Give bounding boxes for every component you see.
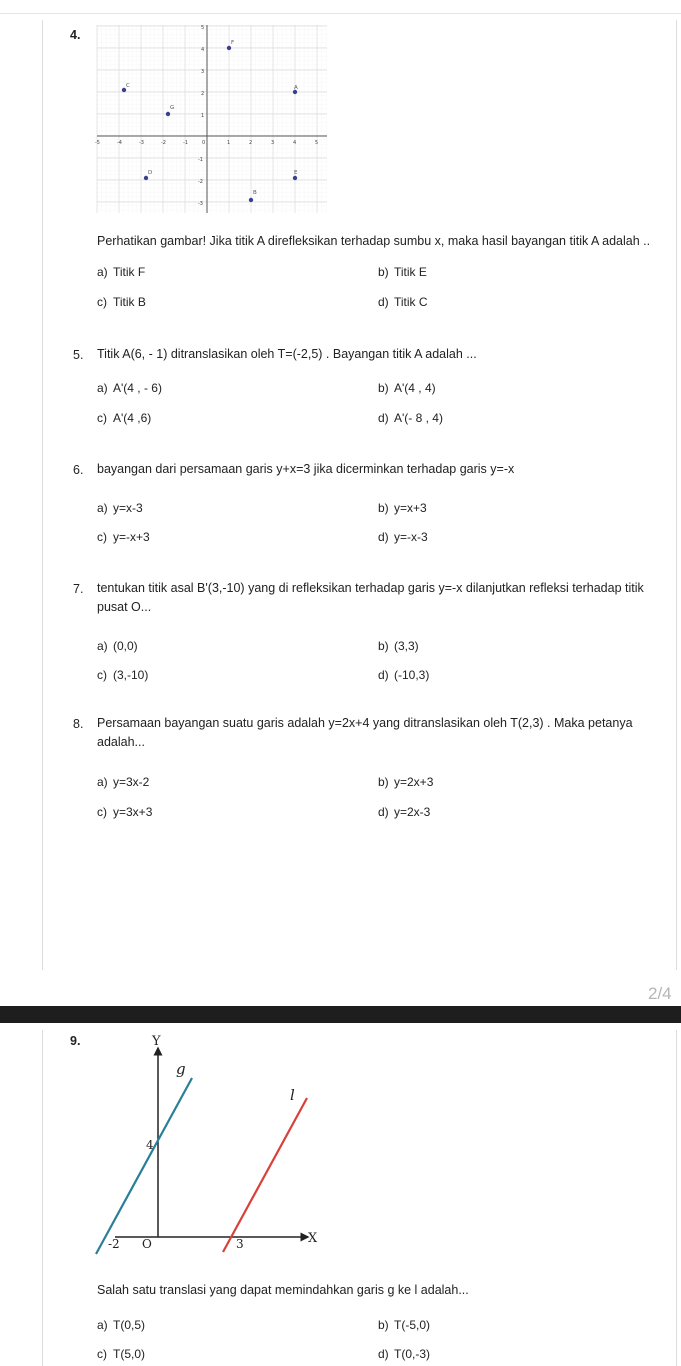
- point-f: [227, 46, 231, 50]
- q9-graph-labels: [108, 1034, 318, 1251]
- option-label: d): [378, 530, 389, 544]
- option-label: d): [378, 668, 389, 682]
- y-tick: 5: [201, 25, 205, 31]
- x-pos-label: 3: [236, 1237, 244, 1251]
- y-tick: 4: [201, 47, 205, 53]
- q5-option-b[interactable]: [378, 381, 436, 395]
- option-label: b): [378, 639, 389, 653]
- option-label: a): [97, 265, 108, 279]
- q5-option-d[interactable]: [378, 411, 443, 425]
- option-text: y=x-3: [113, 501, 143, 515]
- q8-option-d[interactable]: [378, 805, 430, 819]
- option-label: d): [378, 411, 389, 425]
- x-tick: 3: [271, 140, 275, 146]
- origin-label: O: [142, 1237, 152, 1251]
- option-label: a): [97, 639, 108, 653]
- q7-option-a[interactable]: [97, 639, 138, 653]
- y-tick: -2: [198, 179, 203, 185]
- point-d: [144, 176, 148, 180]
- page2-right-edge: [676, 1030, 677, 1366]
- q6-option-b[interactable]: [378, 501, 427, 515]
- x-tick: 1: [227, 140, 231, 146]
- option-text: Titik B: [113, 295, 146, 309]
- label-d: D: [148, 170, 153, 176]
- y-tick: 1: [201, 113, 205, 119]
- q5-option-c[interactable]: [97, 411, 151, 425]
- option-label: b): [378, 381, 389, 395]
- page-left-edge: [42, 20, 43, 970]
- option-label: c): [97, 295, 107, 309]
- x-tick: 4: [293, 140, 297, 146]
- option-text: (3,3): [394, 639, 419, 653]
- q8-option-a[interactable]: [97, 775, 149, 789]
- x-tick: -1: [183, 140, 188, 146]
- question-4-text: Perhatikan gambar! Jika titik A direfleksikan terhadap sumbu x, maka hasil bayangan titik A adalah ..: [97, 234, 651, 248]
- q4-option-b[interactable]: [378, 265, 427, 279]
- option-text: T(-5,0): [394, 1318, 430, 1332]
- question-8-text-line2: adalah...: [97, 735, 145, 749]
- option-text: A'(- 8 , 4): [394, 411, 443, 425]
- option-label: c): [97, 530, 107, 544]
- option-label: b): [378, 775, 389, 789]
- option-text: (-10,3): [394, 668, 430, 682]
- label-a: A: [294, 85, 298, 91]
- x-neg-label: -2: [108, 1237, 120, 1251]
- point-e: [293, 176, 297, 180]
- question-4-number: 4.: [70, 28, 81, 42]
- point-b: [249, 198, 253, 202]
- question-7-number: 7.: [73, 582, 84, 596]
- page-indicator: 2/4: [648, 984, 672, 1003]
- q7-option-d[interactable]: [378, 668, 429, 682]
- option-text: Titik F: [113, 265, 146, 279]
- q7-option-b[interactable]: [378, 639, 419, 653]
- label-g: G: [170, 105, 175, 111]
- option-text: A'(4 , - 6): [113, 381, 162, 395]
- option-label: d): [378, 295, 389, 309]
- label-c: C: [126, 83, 130, 89]
- x-tick: -5: [95, 140, 100, 146]
- question-5-number: 5.: [73, 348, 84, 362]
- option-label: c): [97, 805, 107, 819]
- q8-option-b[interactable]: [378, 775, 433, 789]
- x-axis-label: X: [308, 1231, 318, 1246]
- y-tick: -3: [198, 201, 203, 207]
- question-7-text-line1: tentukan titik asal B'(3,-10) yang di refleksikan terhadap garis y=-x dilanjutkan refleksi terhadap titik: [97, 581, 644, 595]
- label-e: E: [294, 170, 298, 176]
- option-text: A'(4 , 4): [394, 381, 436, 395]
- page-right-edge: [676, 20, 677, 970]
- option-text: (0,0): [113, 639, 138, 653]
- line-graph-q9: [90, 1030, 330, 1260]
- option-label: a): [97, 501, 108, 515]
- page-divider: [0, 1006, 681, 1023]
- option-text: A'(4 ,6): [113, 411, 152, 425]
- option-text: y=2x+3: [394, 775, 434, 789]
- option-text: y=x+3: [394, 501, 427, 515]
- x-tick: 5: [315, 140, 319, 146]
- option-label: a): [97, 381, 108, 395]
- top-border: [0, 13, 681, 14]
- option-text: T(0,5): [113, 1318, 146, 1332]
- option-label: b): [378, 265, 389, 279]
- x-tick: 2: [249, 140, 253, 146]
- q6-option-c[interactable]: [97, 530, 150, 544]
- option-text: y=3x-2: [113, 775, 150, 789]
- option-label: a): [97, 775, 108, 789]
- option-text: y=-x-3: [394, 530, 428, 544]
- option-text: Titik C: [394, 295, 428, 309]
- x-tick: -3: [139, 140, 144, 146]
- option-label: b): [378, 501, 389, 515]
- page2-left-edge: [42, 1030, 43, 1366]
- option-text: Titik E: [394, 265, 427, 279]
- q7-option-c[interactable]: [97, 668, 148, 682]
- option-label: d): [378, 805, 389, 819]
- x-tick: -2: [161, 140, 166, 146]
- question-6-number: 6.: [73, 463, 84, 477]
- question-5-text: Titik A(6, - 1) ditranslasikan oleh T=(-2,5) . Bayangan titik A adalah ...: [97, 347, 477, 361]
- y-value-label: 4: [146, 1138, 154, 1152]
- question-6-text: bayangan dari persamaan garis y+x=3 jika dicerminkan terhadap garis y=-x: [97, 462, 515, 476]
- coordinate-graph-q4: [90, 20, 330, 214]
- option-text: y=2x-3: [394, 805, 431, 819]
- q4-option-c[interactable]: [97, 295, 146, 309]
- option-label: c): [97, 411, 107, 425]
- option-text: T(0,-3): [394, 1347, 430, 1361]
- q9-option-b[interactable]: [378, 1318, 430, 1332]
- label-f: F: [231, 40, 235, 46]
- question-8-text-line1: Persamaan bayangan suatu garis adalah y=2x+4 yang ditranslasikan oleh T(2,3) . Maka petanya: [97, 716, 633, 730]
- option-label: a): [97, 1318, 108, 1332]
- y-tick: -1: [198, 157, 203, 163]
- option-text: (3,-10): [113, 668, 149, 682]
- line-l: [223, 1098, 307, 1252]
- question-9-text: Salah satu translasi yang dapat memindahkan garis g ke l adalah...: [97, 1283, 469, 1297]
- y-tick: 2: [201, 91, 205, 97]
- x-tick: 0: [202, 140, 206, 146]
- q4-option-a[interactable]: [97, 265, 145, 279]
- option-label: c): [97, 668, 107, 682]
- option-label: d): [378, 1347, 389, 1361]
- option-text: T(5,0): [113, 1347, 146, 1361]
- line-g: [96, 1078, 192, 1254]
- option-label: b): [378, 1318, 389, 1332]
- question-9-number: 9.: [70, 1034, 81, 1048]
- q4-option-d[interactable]: [378, 295, 428, 309]
- point-g: [166, 112, 170, 116]
- option-text: y=3x+3: [113, 805, 153, 819]
- y-tick: 3: [201, 69, 205, 75]
- line-g-label: g: [176, 1060, 186, 1078]
- q9-option-a[interactable]: [97, 1318, 145, 1332]
- q9-option-c[interactable]: [97, 1347, 145, 1361]
- q6-option-d[interactable]: [378, 530, 428, 544]
- question-7-text-line2: pusat O...: [97, 600, 152, 614]
- x-tick: -4: [117, 140, 122, 146]
- option-label: c): [97, 1347, 107, 1361]
- line-l-label: l: [290, 1086, 295, 1104]
- y-axis-label: Y: [152, 1034, 161, 1049]
- label-b: B: [253, 190, 257, 196]
- q8-option-c[interactable]: [97, 805, 152, 819]
- q9-option-d[interactable]: [378, 1347, 430, 1361]
- graph-minor-grid: [97, 25, 327, 213]
- question-8-number: 8.: [73, 717, 84, 731]
- option-text: y=-x+3: [113, 530, 150, 544]
- q5-option-a[interactable]: [97, 381, 162, 395]
- q6-option-a[interactable]: [97, 501, 143, 515]
